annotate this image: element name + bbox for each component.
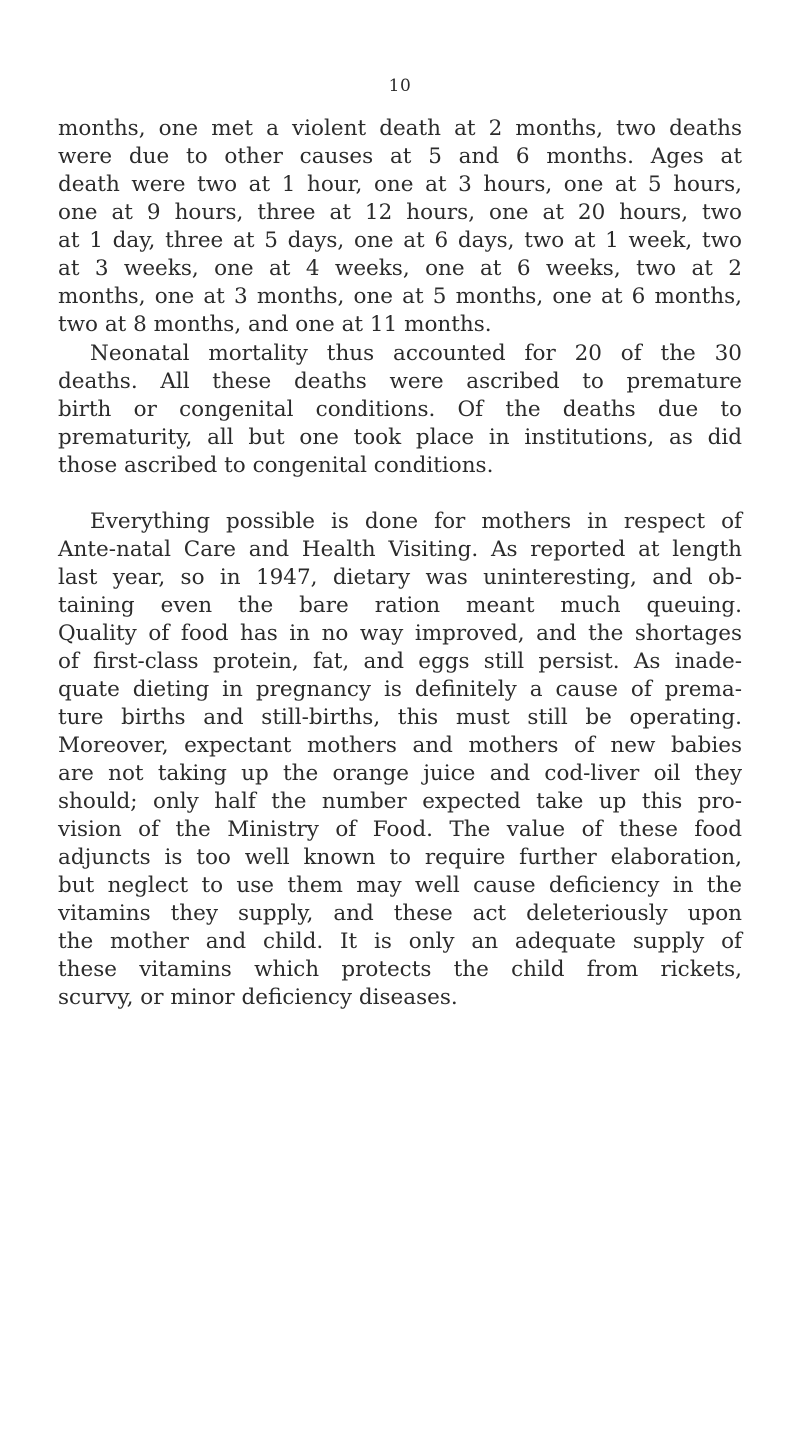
text-line: at 3 weeks, one at 4 weeks, one at 6 weeks, two at 2 <box>58 256 742 281</box>
page-number: 10 <box>388 76 412 96</box>
text-line: are not taking up the orange juice and cod-liver oil they <box>58 761 742 786</box>
paragraph-neonatal-mortality <box>58 340 742 480</box>
text-line: Ante-natal Care and Health Visiting. As reported at length <box>58 537 742 562</box>
text-line: but neglect to use them may well cause deficiency in the <box>58 873 742 898</box>
text-line: the mother and child. It is only an adequate supply of <box>58 929 742 954</box>
text-line: of first-class protein, fat, and eggs still persist. As inade- <box>58 649 742 674</box>
text-line: adjuncts is too well known to require further elaboration, <box>58 845 742 870</box>
text-line: scurvy, or minor deficiency diseases. <box>58 985 458 1010</box>
text-line: at 1 day, three at 5 days, one at 6 days, two at 1 week, two <box>58 228 742 253</box>
text-line: Quality of food has in no way improved, and the shortages <box>58 621 742 646</box>
text-line: Neonatal mortality thus accounted for 20 of the 30 <box>90 341 742 366</box>
text-line: vitamins they supply, and these act deleteriously upon <box>58 901 742 926</box>
text-line: taining even the bare ration meant much queuing. <box>58 593 742 618</box>
text-line: two at 8 months, and one at 11 months. <box>58 312 492 337</box>
text-line: Everything possible is done for mothers in respect of <box>90 509 742 534</box>
text-line: months, one at 3 months, one at 5 months, one at 6 months, <box>58 284 742 309</box>
text-line: months, one met a violent death at 2 months, two deaths <box>58 116 742 141</box>
text-line: vision of the Ministry of Food. The value of these food <box>58 817 742 842</box>
text-line: birth or congenital conditions. Of the deaths due to <box>58 397 742 422</box>
paragraph-ante-natal-care <box>58 508 742 1012</box>
text-line: quate dieting in pregnancy is definitely a cause of prema- <box>58 677 742 702</box>
text-line: deaths. All these deaths were ascribed to premature <box>58 369 742 394</box>
text-line: Moreover, expectant mothers and mothers of new babies <box>58 733 742 758</box>
text-line: death were two at 1 hour, one at 3 hours, one at 5 hours, <box>58 172 742 197</box>
text-line: one at 9 hours, three at 12 hours, one at 20 hours, two <box>58 200 742 225</box>
text-line: these vitamins which protects the child from rickets, <box>58 957 742 982</box>
text-line: those ascribed to congenital conditions. <box>58 453 494 478</box>
text-line: were due to other causes at 5 and 6 months. Ages at <box>58 144 742 169</box>
text-line: prematurity, all but one took place in institutions, as did <box>58 425 742 450</box>
text-line: should; only half the number expected take up this pro- <box>58 789 742 814</box>
text-line: last year, so in 1947, dietary was uninteresting, and ob- <box>58 565 742 590</box>
text-line: ture births and still-births, this must still be operating. <box>58 705 742 730</box>
paragraph-infant-death-ages <box>58 115 742 339</box>
